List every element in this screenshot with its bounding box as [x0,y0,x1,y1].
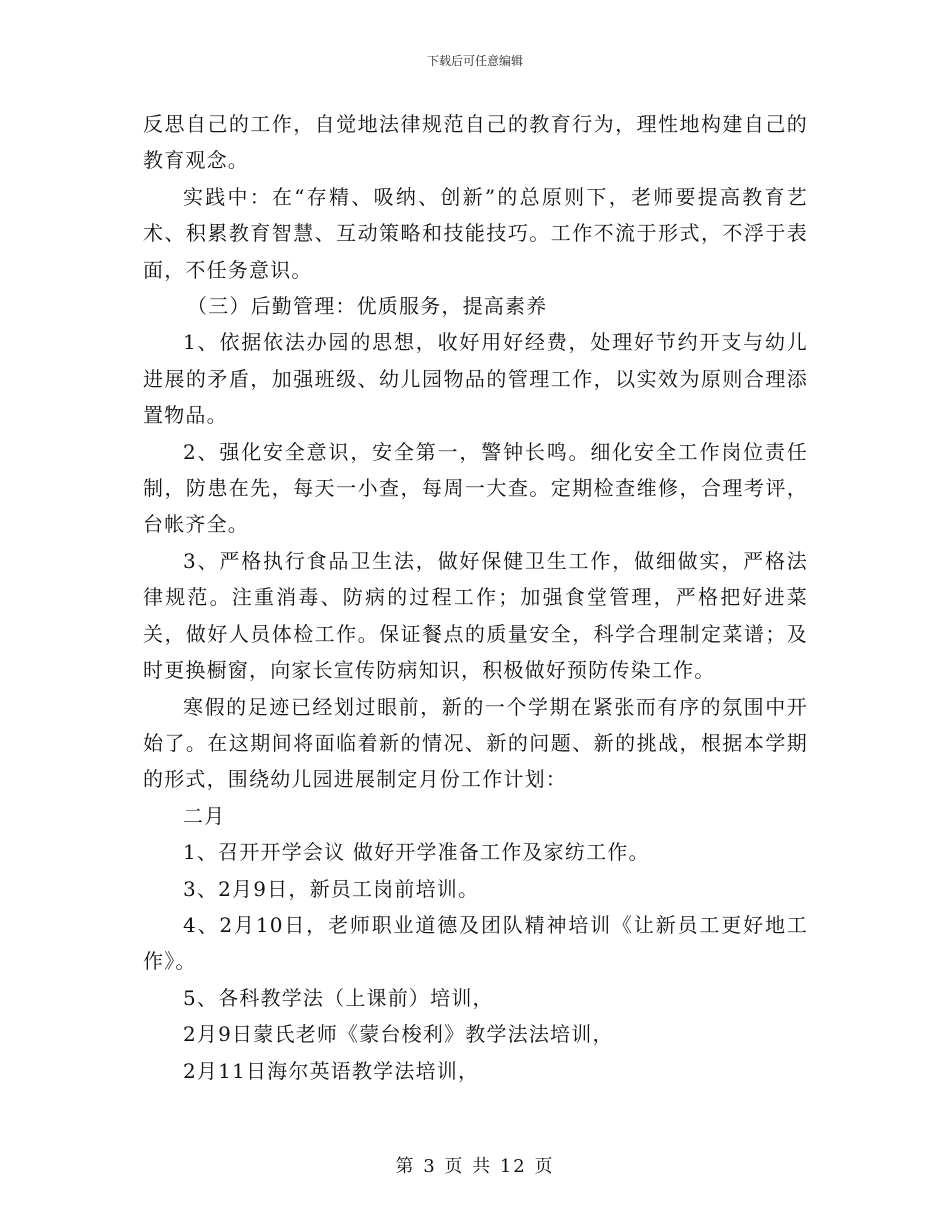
paragraph-continuation: 反思自己的工作，自觉地法律规范自己的教育行为，理性地构建自己的教育观念。 [143,112,808,173]
paragraph-item-3: 3、严格执行食品卫生法，做好保健卫生工作，做细做实，严格法律规范。注重消毒、防病的过程工作；加强食堂管理，严格把好进菜关，做好人员体检工作。保证餐点的质量安全，科学合理制定菜谱；及时更换橱窗，向家长宣传防病知识，积极做好预防传染工作。 [143,548,808,683]
plan-item-onboarding: 3、2月9日，新员工岗前培训。 [183,876,480,901]
plan-item-english: 2月11日海尔英语教学法培训， [183,1058,480,1083]
plan-item-montessori: 2月9日蒙氏老师《蒙台梭利》教学法法培训， [183,1022,614,1047]
page-header: 下载后可任意编辑 [426,54,523,68]
plan-item-teaching-method: 5、各科教学法（上课前）培训， [183,985,494,1010]
paragraph-item-1: 1、依据依法办园的思想，收好用好经费，处理好节约开支与幼儿进展的矛盾，加强班级、幼儿园物品的管理工作，以实效为原则合理添置物品。 [143,330,808,428]
section-heading-logistics: （三）后勤管理：优质服务，提高素养 [187,294,548,319]
document-body [143,106,808,1089]
paragraph-practice: 实践中：在“存精、吸纳、创新”的总原则下，老师要提高教育艺术、积累教育智慧、互动策略和技能技巧。工作不流于形式，不浮于表面，不任务意识。 [143,184,808,282]
plan-item-meeting: 1、召开开学会议 做好开学准备工作及家纺工作。 [183,840,650,865]
paragraph-item-2: 2、强化安全意识，安全第一，警钟长鸣。细化安全工作岗位责任制，防患在先，每天一小查，每周一大查。定期检查维修，合理考评，台帐齐全。 [143,439,808,537]
page-footer: 第 3 页 共 12 页 [395,1156,555,1177]
plan-item-ethics-training: 4、2月10日，老师职业道德及团队精神培训《让新员工更好地工作》。 [143,912,808,974]
month-heading-february: 二月 [183,803,226,828]
paragraph-winter-break: 寒假的足迹已经划过眼前，新的一个学期在紧张而有序的氛围中开始了。在这期间将面临着新的情况、新的问题、新的挑战，根据本学期的形式，围绕幼儿园进展制定月份工作计划： [143,694,808,792]
